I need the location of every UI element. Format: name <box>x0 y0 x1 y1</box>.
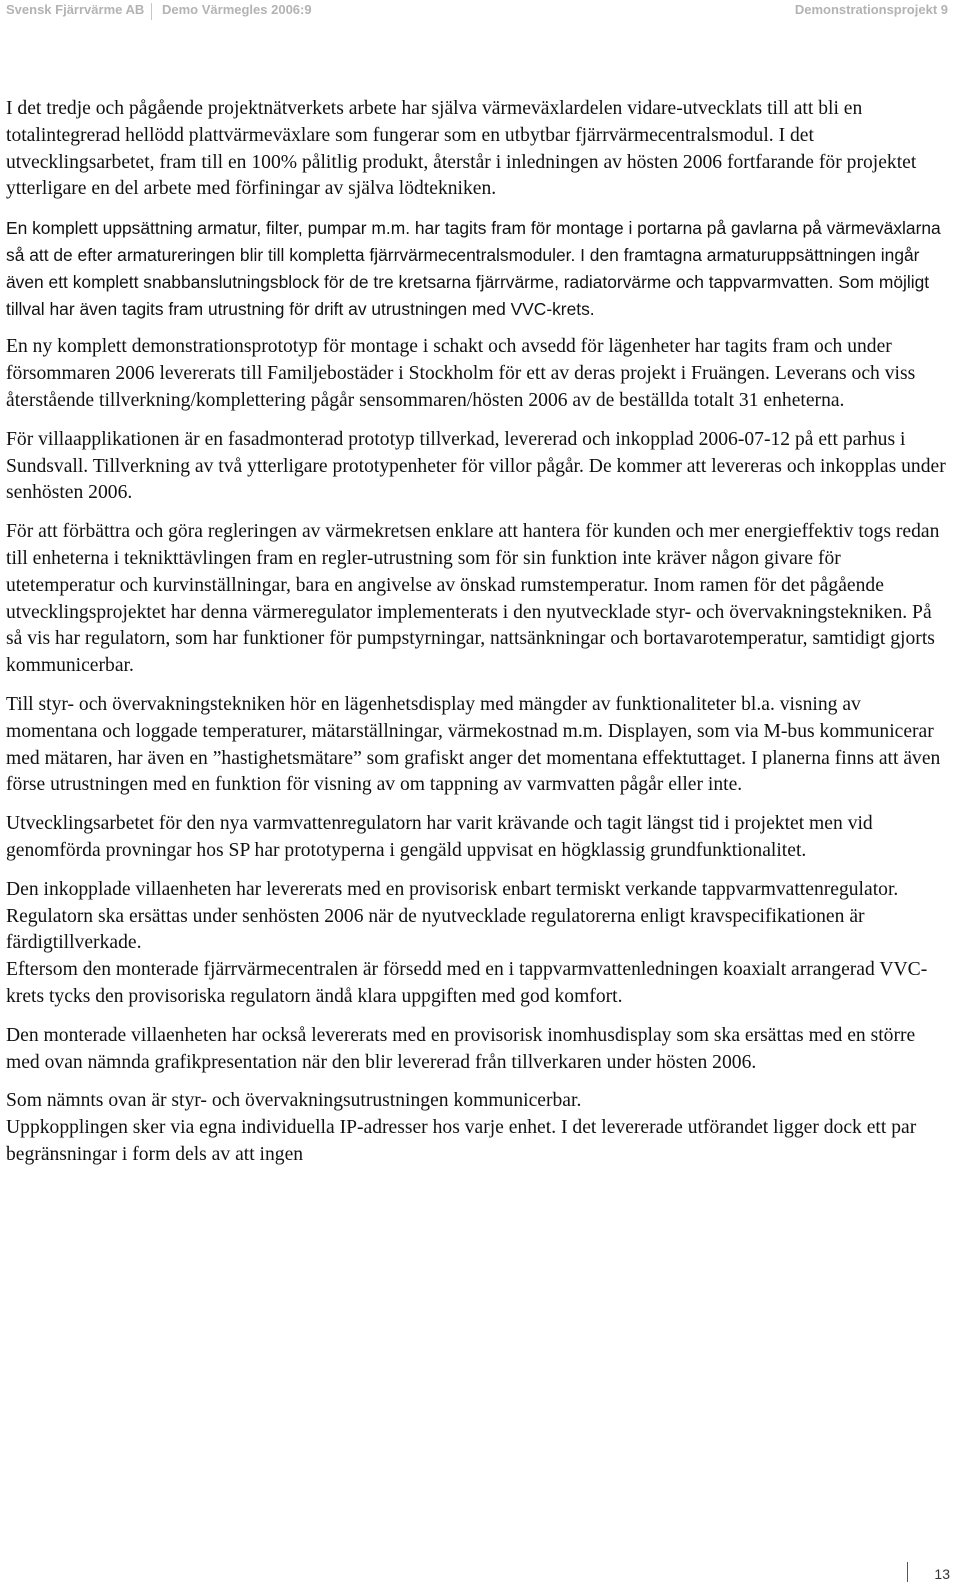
page-number-divider <box>907 1562 908 1582</box>
paragraph: Som nämnts ovan är styr- och övervakningsutrustningen kommunicerbar. <box>6 1090 582 1112</box>
page-number: 13 <box>934 1566 950 1582</box>
header-report-title: Demo Värmegles 2006:9 <box>162 2 312 17</box>
paragraph: För villaapplikationen är en fasadmonterad prototyp tillverkad, levererad och inkopplad 2006-07-12 på ett parhus i Sundsvall. Tillverkning av två ytterligare prototypenheter för villor pågår. De kommer att levereras och inkopplas under senhösten 2006. <box>6 428 946 504</box>
paragraph: Den inkopplade villaenheten har levererats med en provisorisk enbart termiskt verkande tappvarmvattenregulator. Regulatorn ska ersättas under senhösten 2006 när de nyutvecklade regulatorerna enligt kravspecifikationen är färdigtillverkade. <box>6 878 899 954</box>
header-project-title: Demonstrationsprojekt 9 <box>794 2 948 17</box>
header-company: Svensk Fjärrvärme AB <box>6 2 145 17</box>
paragraph: Utvecklingsarbetet för den nya varmvattenregulatorn har varit krävande och tagit längst tid i projektet men vid genomförda provningar hos SP har prototyperna i gengäld uppvisat en högklassig grundfunktionalitet. <box>6 813 873 861</box>
paragraph: Till styr- och övervakningstekniken hör en lägenhetsdisplay med mängder av funktionaliteter bl.a. visning av momentana och loggade temperaturer, mätarställningar, värmekostnad m.m. Displayen, som via M-bus kommunicerar med mätaren, har även en ”hastighetsmätare” som grafiskt anger det momentana effektuttaget. I planerna finns att även förse utrustningen med en funktion för visning av om tappning av varmvatten pågår eller inte. <box>6 693 941 796</box>
paragraph: En ny komplett demonstrationsprototyp för montage i schakt och avsedd för lägenheter har tagits fram och under försommaren 2006 levererats till Familjebostäder i Stockholm för ett av deras projekt i Fruängen. Leverans och viss återstående tillverkning/komplettering pågår sensommaren/hösten 2006 av de beställda totalt 31 enheterna. <box>6 336 916 411</box>
paragraph: Eftersom den monterade fjärrvärmecentralen är försedd med en i tappvarmvattenledningen koaxialt arrangerad VVC-krets tycks den provisoriska regulatorn ändå klara uppgiften med god komfort. <box>6 959 928 1007</box>
paragraph: En komplett uppsättning armatur, filter, pumpar m.m. har tagits fram för montage i portarna på gavlarna på värmeväxlarna så att de efter armatureringen blir till kompletta fjärrvärmecentralsmoduler. I den framtagna armaturuppsättningen ingår även ett komplett snabbanslutningsblock för de tre kretsarna fjärrvärme, radiatorvärme och tappvarmvatten. Som möjligt tillval har även tagits fram utrustning för drift av utrustningen med VVC-krets. <box>6 218 941 319</box>
paragraph: Den monterade villaenheten har också levererats med en provisorisk inomhusdisplay som ska ersättas med en större med ovan nämnda grafikpresentation när den blir levererad från tillverkaren under hösten 2006. <box>6 1024 916 1073</box>
paragraph: I det tredje och pågående projektnätverkets arbete har själva värmeväxlardelen vidare-utvecklats till att bli en totalintegrerad hellödd plattvärmeväxlare som fungerar som en utbytbar fjärrvärmecentralsmodul. I det utvecklingsarbetet, fram till en 100% pålitlig produkt, återstår i inledningen av hösten 2006 fortfarande för projektet ytterligare en del arbete med förfiningar av själva lödtekniken. <box>6 98 917 200</box>
header-divider <box>151 3 152 20</box>
document-body <box>6 96 950 1181</box>
paragraph: Uppkopplingen sker via egna individuella IP-adresser hos varje enhet. I det levererade utförandet ligger dock ett par begränsningar i form dels av att ingen <box>6 1117 917 1165</box>
page-header <box>0 0 960 30</box>
paragraph: För att förbättra och göra regleringen av värmekretsen enklare att hantera för kunden och mer energieffektiv togs redan till enheterna i teknikttävlingen fram en regler-utrustning som för sin funktion inte kräver någon givare för utetemperatur och kurvinställningar, bara en angivelse av önskad rumstemperatur. Inom ramen för det pågående utvecklingsprojektet har denna värmeregulator implementerats i den nyutvecklade styr- och övervakningstekniken. På så vis har regulatorn, som har funktioner för pumpstyrningar, nattsänkningar och bortavarotemperatur, samtidigt gjorts kommunicerbar. <box>6 521 940 677</box>
